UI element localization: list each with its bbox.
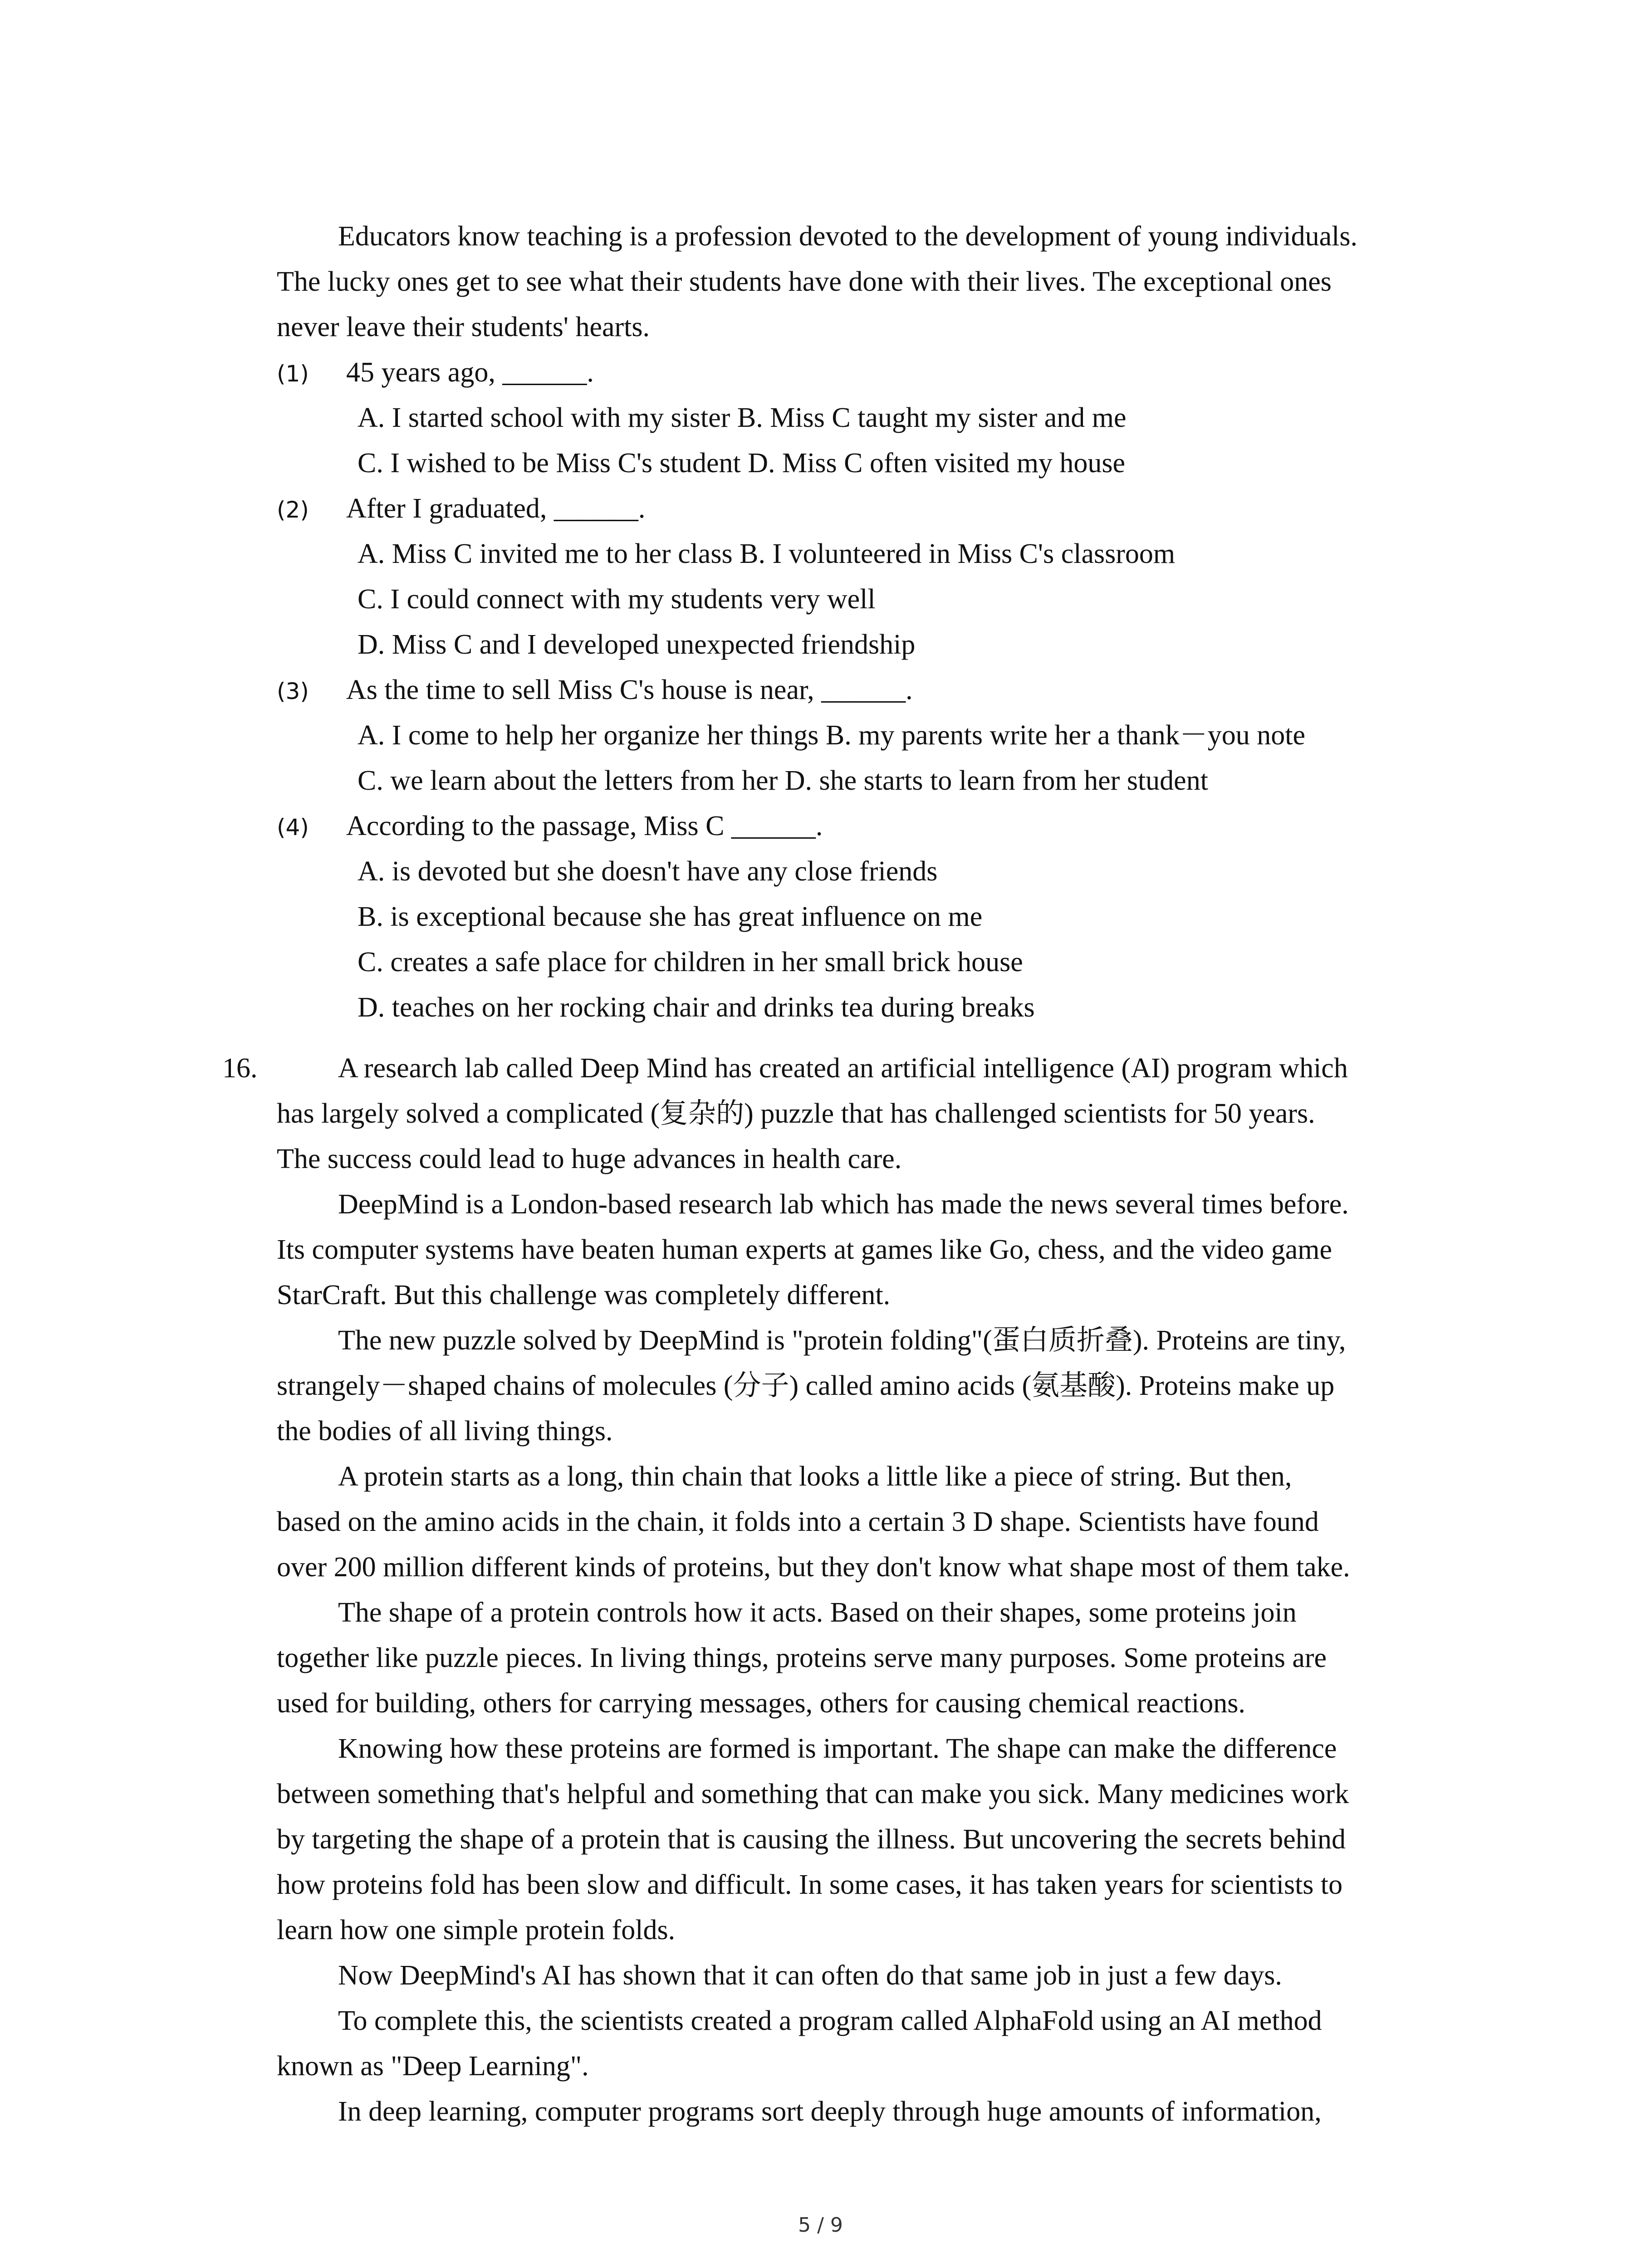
question-4 [277,803,823,850]
option-line: C. creates a safe place for children in her small brick house [358,947,1023,978]
option-line: A. I started school with my sister B. Miss C taught my sister and me [358,402,1127,433]
question-number: (4) [277,814,309,841]
paragraph-line: Educators know teaching is a profession devoted to the development of young individuals. [338,221,1358,252]
page-indicator: 5 / 9 [798,2214,843,2237]
question-2 [277,486,645,533]
paragraph-line: The success could lead to huge advances in health care. [277,1144,902,1174]
paragraph-line: by targeting the shape of a protein that is causing the illness. But uncovering the secrets behind [277,1824,1346,1855]
paragraph-line: To complete this, the scientists created a program called AlphaFold using an AI method [338,2005,1322,2036]
question-number: (3) [277,678,309,704]
paragraph-line: A protein starts as a long, thin chain that looks a little like a piece of string. But then, [338,1461,1292,1492]
question-stem: After I graduated, ______. [346,493,646,524]
paragraph-line: together like puzzle pieces. In living things, proteins serve many purposes. Some proteins are [277,1642,1327,1673]
question-3 [277,667,913,714]
paragraph-line: A research lab called Deep Mind has created an artificial intelligence (AI) program which [338,1053,1348,1084]
option-line: A. I come to help her organize her things B. my parents write her a thank－you note [358,720,1306,751]
paragraph-line: Its computer systems have beaten human experts at games like Go, chess, and the video game [277,1234,1332,1265]
item-number: 16. [222,1053,258,1084]
question-number: (1) [277,361,309,387]
paragraph-line: The new puzzle solved by DeepMind is "protein folding"(蛋白质折叠). Proteins are tiny, [338,1325,1346,1356]
question-stem: As the time to sell Miss C's house is near, ______. [346,675,913,705]
paragraph-line: never leave their students' hearts. [277,312,650,342]
question-number: (2) [277,497,309,523]
option-line: C. I could connect with my students very well [358,584,876,615]
paragraph-line: between something that's helpful and something that can make you sick. Many medicines work [277,1779,1349,1809]
option-line: D. Miss C and I developed unexpected friendship [358,629,916,660]
paragraph-line: learn how one simple protein folds. [277,1915,676,1945]
paragraph-line: over 200 million different kinds of proteins, but they don't know what shape most of them take. [277,1552,1350,1583]
paragraph-line: how proteins fold has been slow and difficult. In some cases, it has taken years for scientists to [277,1869,1343,1900]
question-1 [277,350,594,396]
paragraph-line: used for building, others for carrying messages, others for causing chemical reactions. [277,1688,1245,1719]
paragraph-line: Now DeepMind's AI has shown that it can often do that same job in just a few days. [338,1960,1282,1991]
paragraph-line: Knowing how these proteins are formed is important. The shape can make the difference [338,1733,1337,1764]
question-stem: According to the passage, Miss C ______. [346,811,823,841]
option-line: A. Miss C invited me to her class B. I volunteered in Miss C's classroom [358,538,1176,569]
option-line: D. teaches on her rocking chair and drinks tea during breaks [358,992,1035,1023]
paragraph-line: has largely solved a complicated (复杂的) puzzle that has challenged scientists for 50 years. [277,1098,1315,1129]
paragraph-line: known as "Deep Learning". [277,2051,589,2082]
paragraph-line: The shape of a protein controls how it acts. Based on their shapes, some proteins join [338,1597,1297,1628]
paragraph-line: StarCraft. But this challenge was completely different. [277,1280,891,1310]
option-line: B. is exceptional because she has great influence on me [358,901,983,932]
paragraph-line: The lucky ones get to see what their students have done with their lives. The exceptional ones [277,266,1332,297]
option-line: A. is devoted but she doesn't have any close friends [358,856,938,887]
paragraph-line: DeepMind is a London-based research lab which has made the news several times before. [338,1189,1349,1220]
option-line: C. we learn about the letters from her D. she starts to learn from her student [358,765,1208,796]
question-stem: 45 years ago, ______. [346,357,594,388]
paragraph-line: based on the amino acids in the chain, it folds into a certain 3 D shape. Scientists have found [277,1506,1319,1537]
paragraph-line: strangely－shaped chains of molecules (分子) called amino acids (氨基酸). Proteins make up [277,1370,1335,1401]
paragraph-line: the bodies of all living things. [277,1416,613,1447]
option-line: C. I wished to be Miss C's student D. Miss C often visited my house [358,448,1126,479]
paragraph-line: In deep learning, computer programs sort deeply through huge amounts of information, [338,2096,1322,2127]
